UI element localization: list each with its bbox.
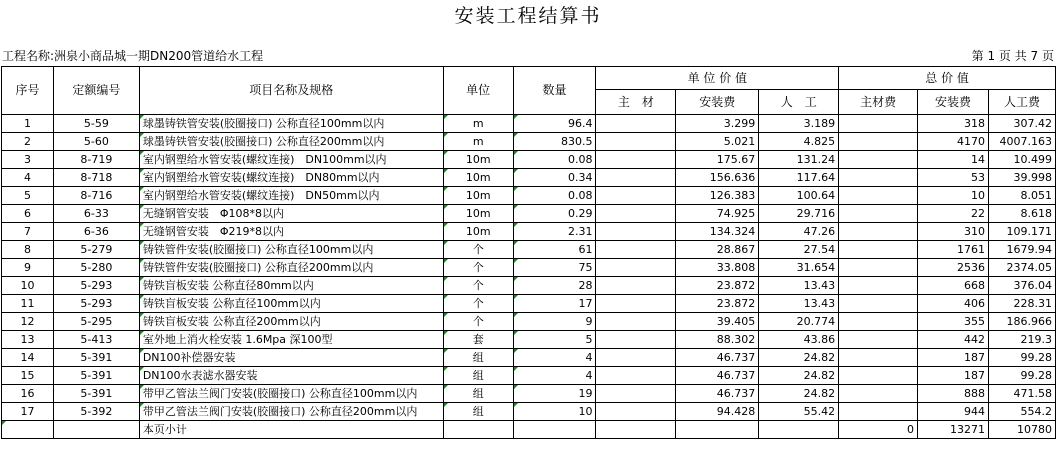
table-row	[2, 223, 1056, 241]
row-item-name: 铸铁盲板安装 公称直径100mm以内	[139, 295, 443, 313]
row-main-material	[596, 349, 676, 367]
row-main-material-fee	[839, 241, 918, 259]
document-title: 安装工程结算书	[454, 5, 602, 27]
row-labor: 4.825	[759, 133, 839, 151]
row-install-fee-total: 1761	[918, 241, 989, 259]
row-labor: 27.54	[759, 241, 839, 259]
row-seq: 3	[2, 151, 54, 169]
row-code: 8-719	[53, 151, 139, 169]
row-code: 6-33	[53, 205, 139, 223]
row-item-name: DN100补偿器安装	[139, 349, 443, 367]
row-code: 5-391	[53, 385, 139, 403]
row-labor: 47.26	[759, 223, 839, 241]
row-unit: m	[443, 115, 513, 133]
subtotal-cell-empty	[443, 421, 513, 439]
row-install-fee-total: 53	[918, 169, 989, 187]
row-install-fee: 74.925	[676, 205, 759, 223]
subtotal-label: 本页小计	[139, 421, 443, 439]
row-seq: 12	[2, 313, 54, 331]
header-main-material-fee: 主材费	[839, 90, 918, 115]
row-unit: 个	[443, 241, 513, 259]
row-qty: 96.4	[513, 115, 596, 133]
row-unit: 套	[443, 331, 513, 349]
row-main-material-fee	[839, 133, 918, 151]
row-main-material-fee	[839, 403, 918, 421]
row-labor: 29.716	[759, 205, 839, 223]
row-item-name: 铸铁管件安装(胶圈接口) 公称直径200mm以内	[139, 259, 443, 277]
row-main-material-fee	[839, 187, 918, 205]
row-item-name: 铸铁盲板安装 公称直径80mm以内	[139, 277, 443, 295]
row-unit: 组	[443, 367, 513, 385]
header-seq: 序号	[2, 67, 54, 115]
row-item-name: 球墨铸铁管安装(胶圈接口) 公称直径100mm以内	[139, 115, 443, 133]
row-main-material	[596, 223, 676, 241]
row-install-fee-total: 14	[918, 151, 989, 169]
row-install-fee: 28.867	[676, 241, 759, 259]
row-item-name: 室内钢塑给水管安装(螺纹连接) DN50mm以内	[139, 187, 443, 205]
row-main-material-fee	[839, 295, 918, 313]
header-install-fee: 安装费	[676, 90, 759, 115]
row-seq: 13	[2, 331, 54, 349]
row-main-material-fee	[839, 151, 918, 169]
row-unit: 10m	[443, 169, 513, 187]
row-labor: 24.82	[759, 385, 839, 403]
header-labor-fee: 人工费	[988, 90, 1055, 115]
row-unit: 个	[443, 259, 513, 277]
settlement-table	[1, 66, 1056, 439]
row-install-fee-total: 310	[918, 223, 989, 241]
row-qty: 830.5	[513, 133, 596, 151]
table-row	[2, 349, 1056, 367]
row-unit: 个	[443, 313, 513, 331]
row-qty: 4	[513, 367, 596, 385]
row-qty: 0.08	[513, 151, 596, 169]
row-labor-fee: 39.998	[988, 169, 1055, 187]
row-item-name: 带甲乙管法兰阀门安装(胶圈接口) 公称直径200mm以内	[139, 403, 443, 421]
row-install-fee-total: 406	[918, 295, 989, 313]
row-main-material	[596, 331, 676, 349]
row-install-fee: 23.872	[676, 295, 759, 313]
row-seq: 17	[2, 403, 54, 421]
table-row	[2, 187, 1056, 205]
table-row	[2, 133, 1056, 151]
row-labor-fee: 307.42	[988, 115, 1055, 133]
row-unit: 10m	[443, 151, 513, 169]
row-seq: 6	[2, 205, 54, 223]
table-row	[2, 367, 1056, 385]
row-labor-fee: 4007.163	[988, 133, 1055, 151]
row-qty: 4	[513, 349, 596, 367]
row-labor-fee: 186.966	[988, 313, 1055, 331]
subtotal-cell-empty	[2, 421, 54, 439]
row-labor: 100.64	[759, 187, 839, 205]
row-labor-fee: 1679.94	[988, 241, 1055, 259]
row-qty: 17	[513, 295, 596, 313]
row-seq: 8	[2, 241, 54, 259]
row-labor-fee: 99.28	[988, 349, 1055, 367]
row-install-fee-total: 2536	[918, 259, 989, 277]
row-main-material-fee	[839, 385, 918, 403]
row-main-material	[596, 205, 676, 223]
row-install-fee: 156.636	[676, 169, 759, 187]
row-labor: 55.42	[759, 403, 839, 421]
row-install-fee: 39.405	[676, 313, 759, 331]
row-item-name: 室外地上消火栓安装 1.6Mpa 深100型	[139, 331, 443, 349]
row-main-material-fee	[839, 331, 918, 349]
row-labor: 13.43	[759, 277, 839, 295]
row-item-name: 球墨铸铁管安装(胶圈接口) 公称直径200mm以内	[139, 133, 443, 151]
subtotal-cell-empty	[759, 421, 839, 439]
row-seq: 1	[2, 115, 54, 133]
row-labor: 3.189	[759, 115, 839, 133]
row-qty: 5	[513, 331, 596, 349]
row-code: 5-280	[53, 259, 139, 277]
row-install-fee-total: 668	[918, 277, 989, 295]
row-labor-fee: 376.04	[988, 277, 1055, 295]
row-seq: 11	[2, 295, 54, 313]
table-row	[2, 403, 1056, 421]
row-seq: 9	[2, 259, 54, 277]
row-main-material-fee	[839, 169, 918, 187]
row-item-name: 无缝钢管安装 Φ219*8以内	[139, 223, 443, 241]
row-labor: 24.82	[759, 367, 839, 385]
row-item-name: 室内钢塑给水管安装(螺纹连接) DN80mm以内	[139, 169, 443, 187]
row-qty: 28	[513, 277, 596, 295]
table-row	[2, 313, 1056, 331]
row-code: 8-716	[53, 187, 139, 205]
row-install-fee-total: 888	[918, 385, 989, 403]
row-labor-fee: 99.28	[988, 367, 1055, 385]
table-row	[2, 241, 1056, 259]
row-code: 5-392	[53, 403, 139, 421]
row-seq: 2	[2, 133, 54, 151]
table-row	[2, 151, 1056, 169]
row-item-name: 带甲乙管法兰阀门安装(胶圈接口) 公称直径100mm以内	[139, 385, 443, 403]
row-install-fee: 134.324	[676, 223, 759, 241]
row-qty: 0.29	[513, 205, 596, 223]
header-item: 项目名称及规格	[139, 67, 443, 115]
row-labor-fee: 8.618	[988, 205, 1055, 223]
row-labor: 43.86	[759, 331, 839, 349]
row-unit: 组	[443, 349, 513, 367]
row-main-material-fee	[839, 277, 918, 295]
table-row	[2, 259, 1056, 277]
row-main-material-fee	[839, 367, 918, 385]
subtotal-install-fee: 13271	[918, 421, 989, 439]
row-install-fee-total: 442	[918, 331, 989, 349]
row-qty: 0.34	[513, 169, 596, 187]
row-seq: 16	[2, 385, 54, 403]
row-code: 5-391	[53, 349, 139, 367]
row-unit: 组	[443, 385, 513, 403]
row-labor: 31.654	[759, 259, 839, 277]
row-install-fee-total: 318	[918, 115, 989, 133]
subtotal-cell-empty	[53, 421, 139, 439]
row-main-material	[596, 115, 676, 133]
table-row	[2, 205, 1056, 223]
row-qty: 10	[513, 403, 596, 421]
row-qty: 19	[513, 385, 596, 403]
row-main-material	[596, 133, 676, 151]
row-main-material	[596, 259, 676, 277]
header-main-material: 主 材	[596, 90, 676, 115]
row-labor: 13.43	[759, 295, 839, 313]
header-unit: 单位	[443, 67, 513, 115]
row-item-name: DN100水表滤水器安装	[139, 367, 443, 385]
project-name: 洲泉小商品城一期DN200管道给水工程	[54, 49, 264, 63]
row-install-fee: 46.737	[676, 367, 759, 385]
row-seq: 14	[2, 349, 54, 367]
header-labor: 人 工	[759, 90, 839, 115]
header-qty: 数量	[513, 67, 596, 115]
row-install-fee-total: 187	[918, 349, 989, 367]
row-labor-fee: 109.171	[988, 223, 1055, 241]
row-main-material	[596, 151, 676, 169]
row-labor-fee: 554.2	[988, 403, 1055, 421]
row-code: 8-718	[53, 169, 139, 187]
row-unit: 组	[443, 403, 513, 421]
row-install-fee-total: 10	[918, 187, 989, 205]
row-seq: 4	[2, 169, 54, 187]
header-install-fee-total: 安装费	[918, 90, 989, 115]
row-main-material-fee	[839, 259, 918, 277]
subtotal-cell-empty	[513, 421, 596, 439]
row-code: 5-59	[53, 115, 139, 133]
row-install-fee: 5.021	[676, 133, 759, 151]
row-qty: 75	[513, 259, 596, 277]
header-code: 定额编号	[53, 67, 139, 115]
row-labor-fee: 471.58	[988, 385, 1055, 403]
row-main-material	[596, 367, 676, 385]
row-labor: 20.774	[759, 313, 839, 331]
row-qty: 2.31	[513, 223, 596, 241]
table-row	[2, 169, 1056, 187]
row-item-name: 铸铁管件安装(胶圈接口) 公称直径100mm以内	[139, 241, 443, 259]
row-labor: 24.82	[759, 349, 839, 367]
row-install-fee: 23.872	[676, 277, 759, 295]
row-code: 5-413	[53, 331, 139, 349]
table-row	[2, 115, 1056, 133]
row-unit: 个	[443, 277, 513, 295]
row-main-material	[596, 313, 676, 331]
project-label: 工程名称:	[2, 49, 55, 63]
row-labor-fee: 219.3	[988, 331, 1055, 349]
row-labor: 117.64	[759, 169, 839, 187]
row-seq: 10	[2, 277, 54, 295]
header-total-price: 总 价 值	[839, 67, 1056, 90]
row-install-fee-total: 944	[918, 403, 989, 421]
row-install-fee: 175.67	[676, 151, 759, 169]
subtotal-cell-empty	[596, 421, 676, 439]
row-install-fee-total: 187	[918, 367, 989, 385]
row-seq: 5	[2, 187, 54, 205]
row-code: 5-295	[53, 313, 139, 331]
row-item-name: 无缝钢管安装 Φ108*8以内	[139, 205, 443, 223]
row-main-material	[596, 403, 676, 421]
row-unit: m	[443, 133, 513, 151]
row-item-name: 室内钢塑给水管安装(螺纹连接) DN100mm以内	[139, 151, 443, 169]
row-labor-fee: 10.499	[988, 151, 1055, 169]
row-labor-fee: 8.051	[988, 187, 1055, 205]
row-main-material	[596, 241, 676, 259]
row-install-fee: 88.302	[676, 331, 759, 349]
subtotal-cell-empty	[676, 421, 759, 439]
table-row	[2, 385, 1056, 403]
row-main-material-fee	[839, 205, 918, 223]
row-main-material-fee	[839, 349, 918, 367]
row-seq: 15	[2, 367, 54, 385]
table-row	[2, 331, 1056, 349]
row-unit: 个	[443, 295, 513, 313]
row-qty: 0.08	[513, 187, 596, 205]
row-main-material-fee	[839, 223, 918, 241]
subtotal-labor-fee: 10780	[988, 421, 1055, 439]
row-main-material	[596, 295, 676, 313]
row-labor-fee: 2374.05	[988, 259, 1055, 277]
row-code: 5-60	[53, 133, 139, 151]
row-install-fee-total: 4170	[918, 133, 989, 151]
row-code: 6-36	[53, 223, 139, 241]
table-row	[2, 295, 1056, 313]
row-unit: 10m	[443, 223, 513, 241]
row-labor-fee: 228.31	[988, 295, 1055, 313]
row-install-fee: 94.428	[676, 403, 759, 421]
row-main-material-fee	[839, 115, 918, 133]
header-unit-price: 单 位 价 值	[596, 67, 839, 90]
row-qty: 61	[513, 241, 596, 259]
row-code: 5-293	[53, 277, 139, 295]
row-main-material	[596, 169, 676, 187]
row-install-fee: 3.299	[676, 115, 759, 133]
row-install-fee-total: 22	[918, 205, 989, 223]
row-main-material	[596, 187, 676, 205]
row-seq: 7	[2, 223, 54, 241]
row-install-fee: 46.737	[676, 385, 759, 403]
row-install-fee: 126.383	[676, 187, 759, 205]
row-code: 5-279	[53, 241, 139, 259]
row-qty: 9	[513, 313, 596, 331]
row-main-material	[596, 385, 676, 403]
project-meta	[2, 46, 1054, 66]
row-labor: 131.24	[759, 151, 839, 169]
subtotal-main-material-fee: 0	[839, 421, 918, 439]
row-install-fee: 33.808	[676, 259, 759, 277]
row-code: 5-391	[53, 367, 139, 385]
row-install-fee: 46.737	[676, 349, 759, 367]
page-info: 第 1 页 共 7 页	[971, 49, 1054, 63]
row-code: 5-293	[53, 295, 139, 313]
table-row	[2, 277, 1056, 295]
row-unit: 10m	[443, 187, 513, 205]
row-item-name: 铸铁盲板安装 公称直径200mm以内	[139, 313, 443, 331]
row-main-material	[596, 277, 676, 295]
row-main-material-fee	[839, 313, 918, 331]
row-install-fee-total: 355	[918, 313, 989, 331]
row-unit: 10m	[443, 205, 513, 223]
